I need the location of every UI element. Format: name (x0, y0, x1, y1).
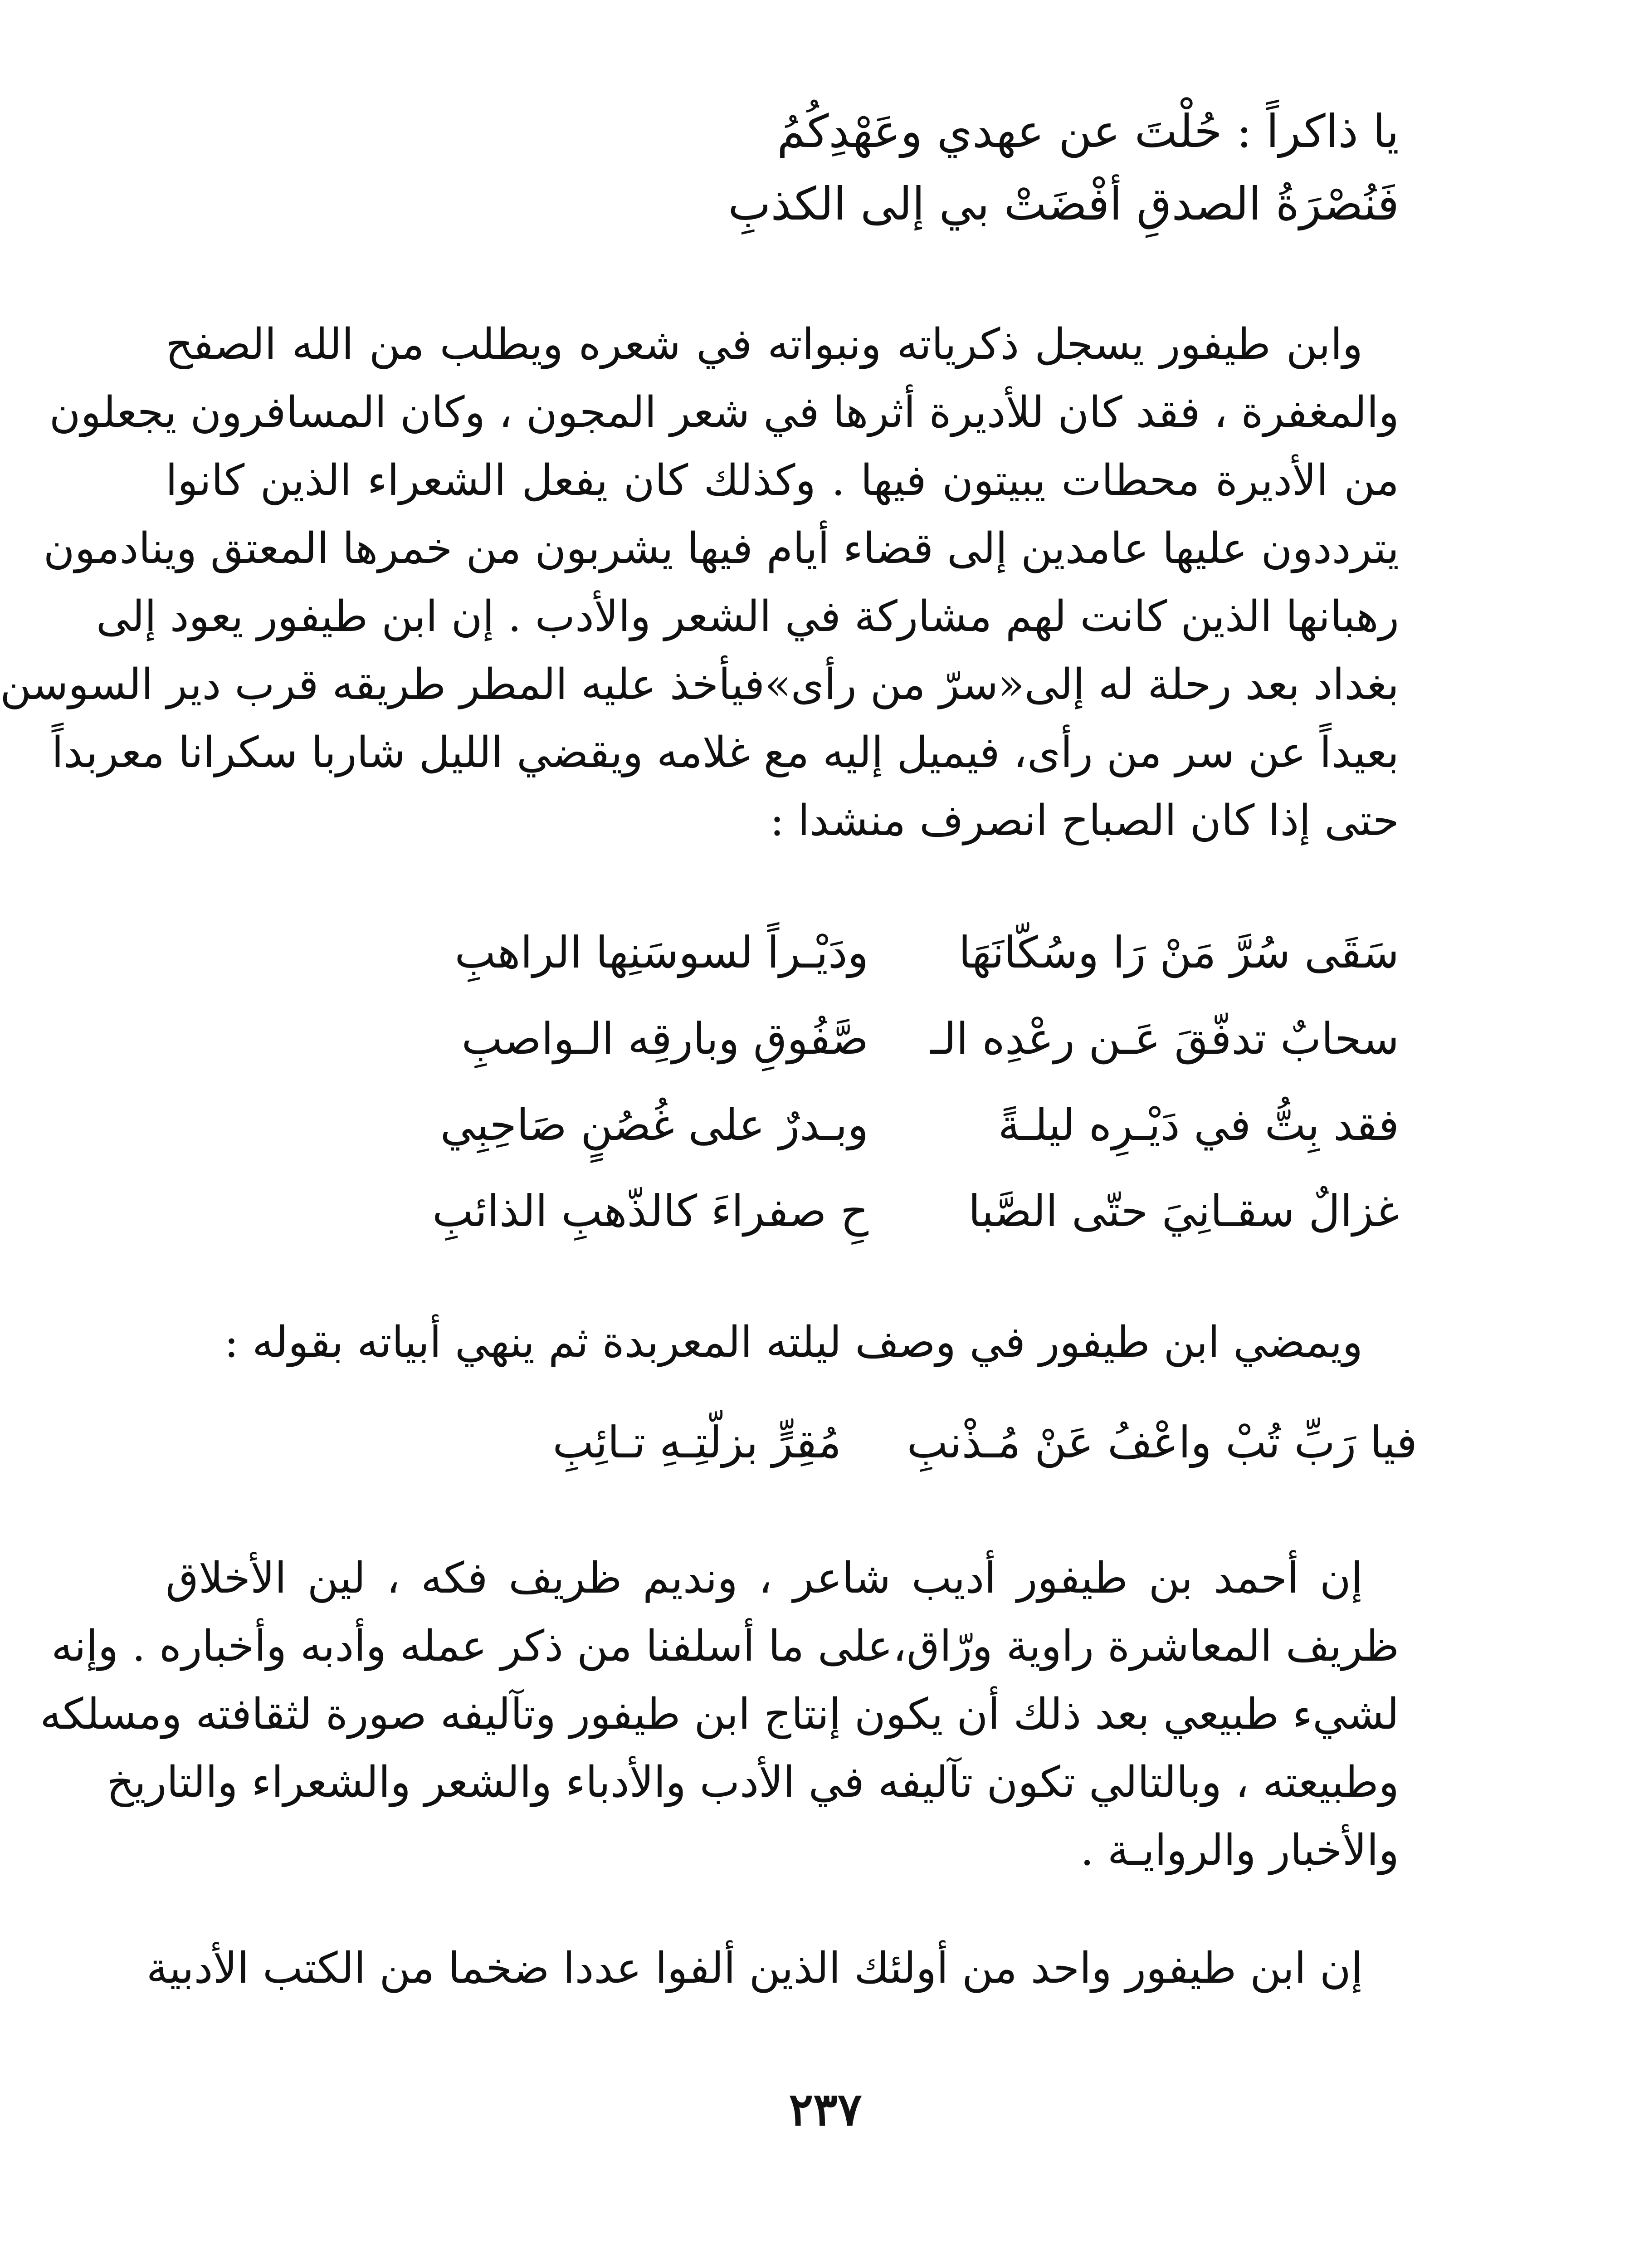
paragraph1-line-4: يترددون عليها عامدين إلى قضاء أيام فيها يشربون من خمرها المعتق وينادمون (43, 524, 1399, 573)
poem-hemistich-1b: ودَيْـراً لسوسَنِها الراهبِ (454, 927, 868, 978)
paragraph4-line: إن ابن طيفور واحد من أولئك الذين ألفوا عددا ضخما من الكتب الأدبية (146, 1944, 1363, 1993)
opening-verse-line-1: يا ذاكراً : حُلْتَ عن عهدي وعَهْدِكُمُ (777, 105, 1399, 158)
paragraph3-line-2: ظريف المعاشرة راوية ورّاق،على ما أسلفنا من ذكر عمله وأدبه وأخباره . وإنه (51, 1622, 1399, 1671)
poem-hemistich-4b: حِ صفراءَ كالذّهبِ الذائبِ (432, 1186, 868, 1237)
paragraph3-line-4: وطبيعته ، وبالتالي تكون تآليفه في الأدب والأدباء والشعر والشعراء والتاريخ (107, 1758, 1399, 1807)
paragraph1-line-1: وابن طيفور يسجل ذكرياته ونبواته في شعره ويطلب من الله الصفح (166, 320, 1363, 369)
paragraph1-line-7: بعيداً عن سر من رأى، فيميل إليه مع غلامه ويقضي الليل شاربا سكرانا معربداً (51, 728, 1399, 777)
poem-hemistich-1a: سَقَى سُرَّ مَنْ رَا وسُكّانَهَا (958, 927, 1399, 978)
closing-verse-b: مُقِرٍّ بزلّتِـهِ تـائِبِ (552, 1417, 841, 1468)
paragraph1-line-5: رهبانها الذين كانت لهم مشاركة في الشعر والأدب . إن ابن طيفور يعود إلى (96, 592, 1399, 641)
poem-hemistich-4a: غزالٌ سقـانِيَ حتّى الصَّبا (968, 1186, 1399, 1237)
closing-verse-a: فيا رَبِّ تُبْ واعْفُ عَنْ مُـذْنبِ (907, 1417, 1417, 1468)
paragraph2-line: ويمضي ابن طيفور في وصف ليلته المعربدة ثم ينهي أبياته بقوله : (224, 1318, 1363, 1367)
paragraph1-line-2: والمغفرة ، فقد كان للأديرة أثرها في شعر المجون ، وكان المسافرون يجعلون (49, 388, 1399, 437)
paragraph1-line-3: من الأديرة محطات يبيتون فيها . وكذلك كان يفعل الشعراء الذين كانوا (166, 456, 1399, 505)
opening-verse-line-2: فَنُصْرَةُ الصدقِ أفْضَتْ بي إلى الكذبِ (728, 177, 1399, 230)
paragraph1-line-6: بغداد بعد رحلة له إلى«سرّ من رأى»فيأخذ عليه المطر طريقه قرب دير السوسن (0, 660, 1399, 709)
poem-hemistich-2a: سحابٌ تدفّقَ عَـن رعْدِه الـ (930, 1013, 1399, 1064)
poem-hemistich-3b: وبـدرٌ على غُصُنٍ صَاحِبِي (440, 1100, 868, 1150)
paragraph3-line-3: لشيء طبيعي بعد ذلك أن يكون إنتاج ابن طيفور وتآليفه صورة لثقافته ومسلكه (40, 1690, 1399, 1739)
paragraph1-line-8: حتى إذا كان الصباح انصرف منشدا : (770, 796, 1399, 846)
page-number: ٢٣٧ (789, 2082, 862, 2136)
paragraph3-line-1: إن أحمد بن طيفور أديب شاعر ، ونديم ظريف فكه ، لين الأخلاق (166, 1554, 1363, 1603)
paragraph3-line-5: والأخبار والروايـة . (1080, 1826, 1399, 1875)
poem-hemistich-3a: فقد بِتُّ في دَيْـرِه ليلـةً (998, 1100, 1399, 1150)
poem-hemistich-2b: صَّفُوقِ وبارقِه الـواصبِ (461, 1013, 868, 1064)
